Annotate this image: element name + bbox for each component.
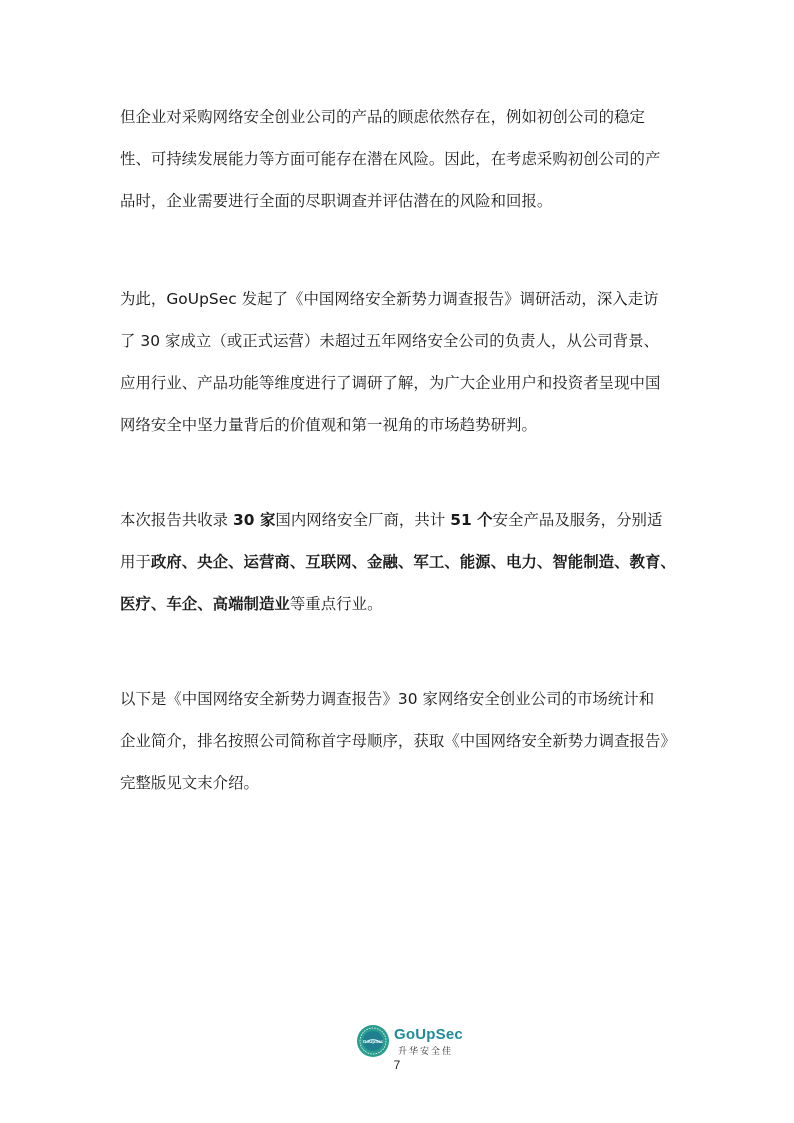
text-line: 以下是《中国网络安全新势力调查报告》30 家网络安全创业公司的市场统计和 — [120, 690, 655, 708]
text-run: 用于 — [120, 553, 151, 571]
text-run: 国内网络安全厂商，共计 — [275, 511, 451, 529]
text-line — [120, 583, 678, 625]
text-run-bold: 政府、央企、运营商、互联网、金融、军工、能源、电力、智能制造、教育、 — [150, 553, 676, 571]
text-line: 完整版见文末介绍。 — [120, 774, 259, 792]
text-run: 本次报告共收录 — [120, 511, 234, 529]
text-run-bold: 30 家 — [233, 511, 276, 529]
paragraph-survey-intro — [120, 278, 678, 446]
text-line: 但企业对采购网络安全创业公司的产品的顾虑依然存在，例如初创公司的稳定 — [120, 108, 645, 126]
text-line: 网络安全中坚力量背后的价值观和第一视角的市场趋势研判。 — [120, 416, 537, 434]
goupsec-badge-icon — [356, 1024, 390, 1058]
text-line: 为此，GoUpSec 发起了《中国网络安全新势力调查报告》调研活动，深入走访 — [120, 290, 659, 308]
text-line: 品时，企业需要进行全面的尽职调查并评估潜在的风险和回报。 — [120, 192, 553, 210]
badge-text: GoUpSec — [362, 1039, 384, 1044]
text-run-bold: 医疗、车企、高端制造业 — [120, 595, 290, 613]
paragraph-procurement-concerns — [120, 96, 678, 222]
paragraph-following-content — [120, 678, 678, 804]
text-run: 安全产品及服务，分别适 — [492, 511, 663, 529]
page-number: 7 — [393, 1058, 401, 1072]
text-line: 了 30 家成立（或正式运营）未超过五年网络安全公司的负责人，从公司背景、 — [120, 332, 660, 350]
paragraph-report-scope — [120, 499, 678, 625]
footer-logo — [356, 1024, 463, 1060]
text-line — [120, 499, 678, 541]
text-run-bold: 51 个 — [450, 511, 493, 529]
text-run: 等重点行业。 — [289, 595, 383, 613]
text-line: 应用行业、产品功能等维度进行了调研了解，为广大企业用户和投资者呈现中国 — [120, 374, 661, 392]
text-line: 性、可持续发展能力等方面可能存在潜在风险。因此，在考虑采购初创公司的产 — [120, 150, 661, 168]
logo-name: GoUpSec — [394, 1026, 463, 1043]
text-line — [120, 541, 678, 583]
text-line: 企业简介，排名按照公司简称首字母顺序，获取《中国网络安全新势力调查报告》 — [120, 732, 676, 750]
logo-subtitle: 升华安全佳 — [398, 1047, 454, 1057]
